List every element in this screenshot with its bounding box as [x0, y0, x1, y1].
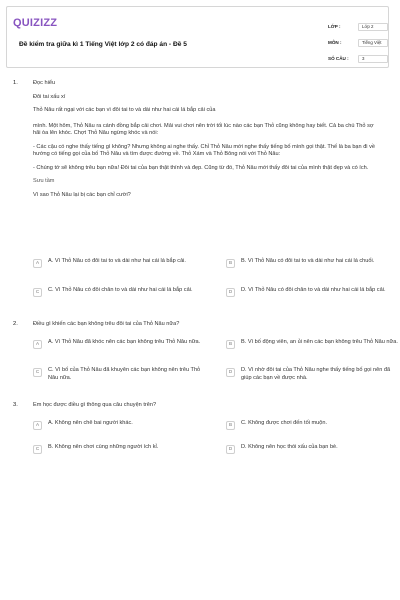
option-badge: C	[33, 368, 42, 377]
question-prompt: Vì sao Thỏ Nâu lại bị các bạn chỉ cười?	[33, 191, 131, 198]
meta-panel	[328, 19, 388, 67]
option-text: A. Vì Thỏ Nâu đã khóc nên các bạn không trêu Thỏ Nâu nữa.	[48, 339, 201, 345]
answer-options	[33, 258, 386, 310]
answer-option-d[interactable]	[226, 287, 400, 307]
question-number: 1.	[13, 80, 18, 86]
meta-value: 3	[358, 55, 388, 63]
option-badge: A	[33, 259, 42, 268]
question-passage	[33, 80, 378, 199]
option-text: C. Vì bố của Thỏ Nâu đã khuyên các bạn không nên trêu Thỏ Nâu nữa.	[48, 367, 201, 381]
meta-label: SỐ CÂU :	[328, 55, 349, 61]
answer-option-a[interactable]	[33, 258, 213, 278]
option-badge: A	[33, 421, 42, 430]
question-number: 3.	[13, 402, 18, 408]
answer-option-b[interactable]	[226, 339, 400, 359]
option-text: A. Vì Thỏ Nâu có đôi tai to và dài như hai cái lá bắp cải.	[48, 258, 186, 264]
passage-paragraph: - Chúng tớ sẽ không trêu bạn nữa! Đôi tai của bạn thật thính và đẹp. Cũng từ đó, Thỏ Nâu mới thấy đôi tai của mình thật đẹp và có ích.	[33, 164, 369, 171]
question-prompt: Điều gì khiến các bạn không trêu đôi tai của Thỏ Nâu nữa?	[33, 321, 180, 327]
answer-options	[33, 339, 398, 391]
source-note: Sưu tầm	[33, 178, 55, 185]
answer-option-c[interactable]	[33, 367, 213, 387]
option-badge: A	[33, 340, 42, 349]
question-3	[13, 402, 381, 466]
answer-option-c[interactable]	[33, 287, 213, 307]
question-body	[33, 402, 378, 410]
answer-option-a[interactable]	[33, 339, 213, 359]
option-badge: B	[226, 340, 235, 349]
meta-row-class	[328, 19, 388, 35]
option-text: D. Vì nhờ đôi tai của Thỏ Nâu nghe thấy tiếng bố gọi nên đã giúp các bạn về được nhà.	[241, 367, 391, 381]
option-badge: C	[33, 445, 42, 454]
answer-option-a[interactable]	[33, 420, 213, 440]
option-badge: C	[33, 288, 42, 297]
option-text: D. Không nên học thói xấu của bạn bè.	[241, 444, 338, 450]
question-prompt: Em học được điều gì thông qua câu chuyện trên?	[33, 402, 157, 408]
option-text: B. Vì Thỏ Nâu có đôi tai to và dài như hai cái lá chuối.	[241, 258, 375, 264]
answer-option-b[interactable]	[226, 420, 400, 440]
question-body	[33, 321, 378, 329]
option-text: A. Không nên chê bai người khác.	[48, 420, 133, 426]
answer-option-d[interactable]	[226, 444, 400, 464]
answer-options	[33, 420, 378, 464]
meta-label: MÔN :	[328, 39, 342, 45]
option-text: C. Không được chơi đến tối muộn.	[241, 420, 328, 426]
answer-option-d[interactable]	[226, 367, 400, 387]
meta-value: Tiếng Việt	[358, 39, 388, 47]
passage-paragraph: Thỏ Nâu rất ngại với các bạn vì đôi tai to và dài như hai cái lá bắp cải của	[33, 107, 216, 114]
option-text: D. Vì Thỏ Nâu có đôi chân to và dài như hai cái lá bắp cải.	[241, 287, 386, 293]
option-badge: D	[226, 445, 235, 454]
meta-row-question-count	[328, 51, 388, 67]
option-text: C. Vì Thỏ Nâu có đôi chân to và dài như hai cái lá bắp cải.	[48, 287, 193, 293]
option-text: B. Vì bố động viên, an ủi nên các bạn không trêu Thỏ Nâu nữa.	[241, 339, 398, 345]
question-number: 2.	[13, 321, 18, 327]
meta-label: LỚP :	[328, 23, 341, 29]
passage-heading: Đọc hiểu	[33, 80, 56, 86]
worksheet-header	[6, 6, 389, 68]
option-text: B. Không nên chơi cùng những người ích kỉ.	[48, 444, 159, 450]
option-badge: D	[226, 288, 235, 297]
option-badge: B	[226, 421, 235, 430]
question-2	[13, 321, 398, 391]
passage-paragraph: mình. Một hôm, Thỏ Nâu ra cánh đồng bắp cải chơi. Mải vui chơi nên trời tối lúc nào các bạn Thỏ cũng không hay biết. Cả ba chú Thỏ sợ hãi òa lên khóc. Chợt Thỏ Nâu ngừng khóc và nói:	[33, 122, 374, 137]
meta-row-subject	[328, 35, 388, 51]
quizizz-logo: QUIZIZZ	[13, 17, 58, 29]
question-1	[13, 80, 386, 310]
passage-paragraph: - Các cậu có nghe thấy tiếng gì không? Nhưng không ai nghe thấy. Chỉ Thỏ Nâu mới nghe thấy tiếng bố mình gọi thật. Thế là ba bạn đi về hướng có tiếng gọi của bố Thỏ Nâu và tìm được đường về. Thỏ Xám và Thỏ Bông nói với Thỏ Nâu:	[33, 143, 376, 158]
meta-value: Lớp 2	[358, 23, 388, 31]
document-title: Đề kiểm tra giữa kì 1 Tiếng Việt lớp 2 có đáp án - Đề 5	[19, 41, 187, 48]
answer-option-c[interactable]	[33, 444, 213, 464]
option-badge: B	[226, 259, 235, 268]
option-badge: D	[226, 368, 235, 377]
story-title: Đôi tai xấu xí	[33, 93, 66, 100]
answer-option-b[interactable]	[226, 258, 400, 278]
